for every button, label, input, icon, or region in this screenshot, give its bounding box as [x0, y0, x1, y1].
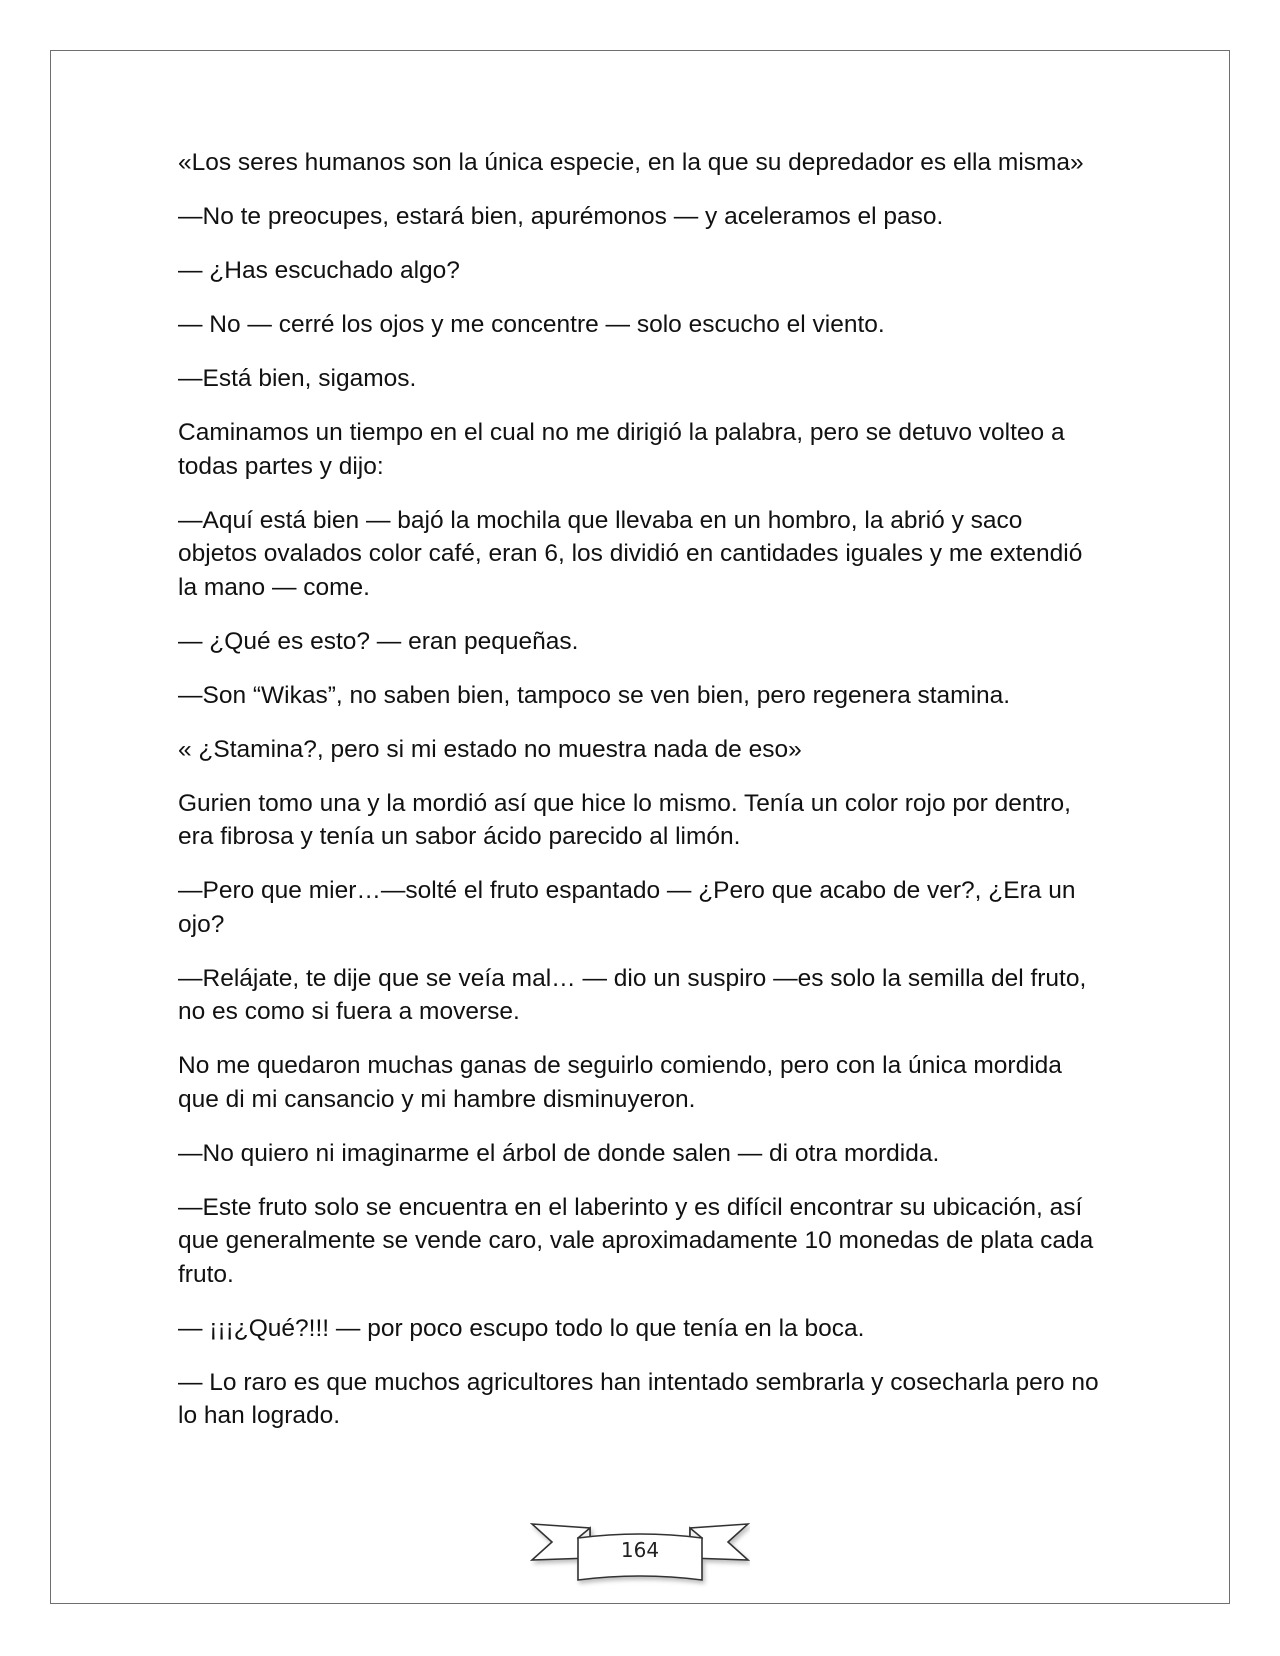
- paragraph-15: —No quiero ni imaginarme el árbol de donde salen — di otra mordida.: [178, 1139, 940, 1167]
- paragraph-11: Gurien tomo una y la mordió así que hice lo mismo. Tenía un color rojo por dentro, era fibrosa y tenía un sabor ácido parecido al limón.: [178, 789, 1071, 850]
- paragraph-7: —Aquí está bien — bajó la mochila que llevaba en un hombro, la abrió y saco objetos ovalados color café, eran 6, los dividió en cantidades iguales y me extendió la mano — come.: [178, 506, 1083, 601]
- paragraph-3: — ¿Has escuchado algo?: [178, 257, 460, 284]
- page-number: 164: [620, 1538, 660, 1562]
- paragraph-12: —Pero que mier…—solté el fruto espantado — ¿Pero que acabo de ver?, ¿Era un ojo?: [178, 877, 1076, 938]
- paragraph-9: —Son “Wikas”, no saben bien, tampoco se ven bien, pero regenera stamina.: [178, 681, 1011, 709]
- paragraph-1: «Los seres humanos son la única especie, en la que su depredador es ella misma»: [178, 149, 1084, 176]
- paragraph-10: « ¿Stamina?, pero si mi estado no muestra nada de eso»: [178, 735, 802, 763]
- page-number-banner: [530, 1518, 750, 1588]
- paragraph-8: — ¿Qué es esto? — eran pequeñas.: [178, 627, 579, 655]
- paragraph-16: —Este fruto solo se encuentra en el laberinto y es difícil encontrar su ubicación, así que generalmente se vende caro, vale aproximadamente 10 monedas de plata cada fruto.: [178, 1193, 1094, 1288]
- paragraph-13: —Relájate, te dije que se veía mal… — dio un suspiro —es solo la semilla del fruto, no es como si fuera a moverse.: [178, 964, 1087, 1025]
- story-text: [178, 146, 1108, 1453]
- paragraph-2: —No te preocupes, estará bien, apurémonos — y aceleramos el paso.: [178, 203, 944, 230]
- paragraph-18: — Lo raro es que muchos agricultores han intentado sembrarla y cosecharla pero no lo han logrado.: [178, 1368, 1099, 1429]
- paragraph-4: — No — cerré los ojos y me concentre — solo escucho el viento.: [178, 311, 885, 338]
- paragraph-5: —Está bien, sigamos.: [178, 365, 417, 392]
- paragraph-17: — ¡¡¡¿Qué?!!! — por poco escupo todo lo que tenía en la boca.: [178, 1314, 865, 1342]
- paragraph-14: No me quedaron muchas ganas de seguirlo comiendo, pero con la única mordida que di mi cansancio y mi hambre disminuyeron.: [178, 1052, 1062, 1113]
- paragraph-6: Caminamos un tiempo en el cual no me dirigió la palabra, pero se detuvo volteo a todas partes y dijo:: [178, 419, 1065, 480]
